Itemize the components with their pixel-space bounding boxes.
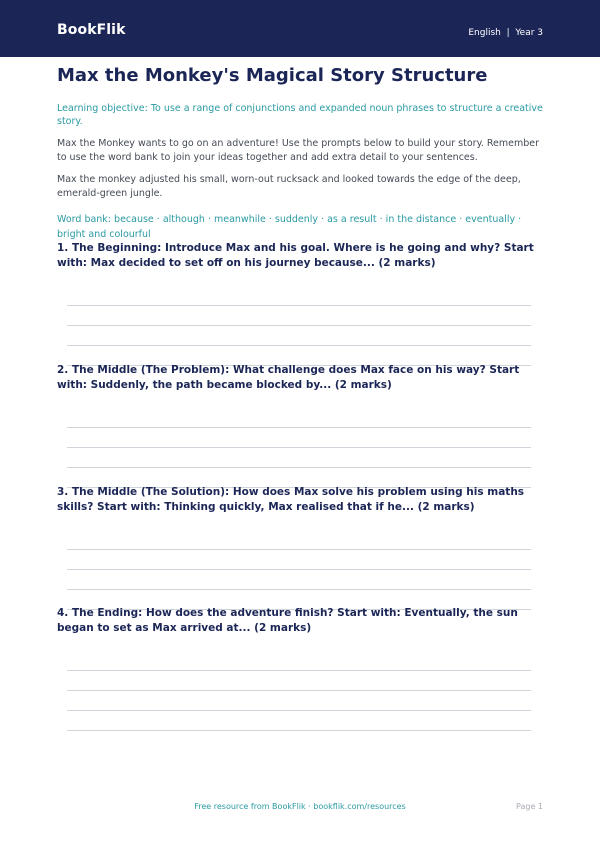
answer-line[interactable]: [67, 325, 531, 326]
subject-year-label: English | Year 3: [468, 28, 543, 38]
answer-line[interactable]: [67, 690, 531, 691]
story-opening-text: Max the monkey adjusted his small, worn-out rucksack and looked towards the edge of the deep, emerald-green jungle.: [57, 174, 521, 199]
answer-line[interactable]: [67, 569, 531, 570]
question-3: [57, 485, 543, 515]
question-prompt: 4. The Ending: How does the adventure finish? Start with: Eventually, the sun began to set as Max arrived at... (2 marks): [57, 607, 518, 634]
answer-line[interactable]: [67, 549, 531, 550]
worksheet-intro: [57, 65, 543, 242]
page-header: [0, 0, 600, 57]
page-title: Max the Monkey's Magical Story Structure: [57, 65, 488, 86]
footer-resource-link[interactable]: Free resource from BookFlik · bookflik.com/resources: [194, 802, 406, 811]
question-prompt: 2. The Middle (The Problem): What challenge does Max face on his way? Start with: Suddenly, the path became blocked by... (2 marks): [57, 364, 520, 391]
answer-line[interactable]: [67, 589, 531, 590]
answer-line[interactable]: [67, 427, 531, 428]
answer-line[interactable]: [67, 447, 531, 448]
word-bank: Word bank: because · although · meanwhile · suddenly · as a result · in the distance · eventually · bright and colourful: [57, 214, 522, 240]
answer-line[interactable]: [67, 670, 531, 671]
question-prompt: 3. The Middle (The Solution): How does Max solve his problem using his maths skills? Start with: Thinking quickly, Max realised that if he... (2 marks): [57, 486, 525, 513]
question-prompt: 1. The Beginning: Introduce Max and his goal. Where is he going and why? Start with: Max decided to set off on his journey because... (2 marks): [57, 242, 534, 269]
answer-line[interactable]: [67, 345, 531, 346]
question-4: [57, 606, 543, 636]
answer-line[interactable]: [67, 305, 531, 306]
instructions-text: Max the Monkey wants to go on an adventure! Use the prompts below to build your story. Remember to use the word bank to join your ideas together and add extra detail to your sentences.: [57, 138, 540, 163]
answer-line[interactable]: [67, 467, 531, 468]
page-number: Page 1: [516, 802, 543, 811]
answer-line[interactable]: [67, 710, 531, 711]
question-2: [57, 363, 543, 393]
brand-logo: BookFlik: [57, 22, 126, 38]
answer-line[interactable]: [67, 730, 531, 731]
question-1: [57, 241, 543, 271]
learning-objective: Learning objective: To use a range of conjunctions and expanded noun phrases to structure a creative story.: [57, 103, 543, 127]
